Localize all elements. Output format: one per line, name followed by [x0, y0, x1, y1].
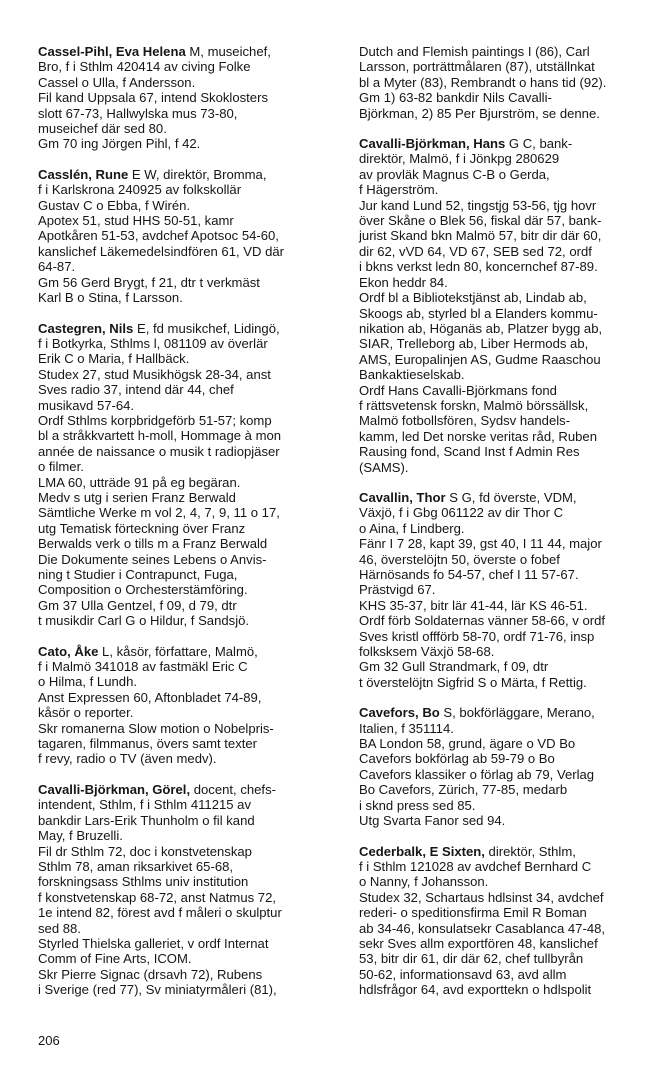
entry-line: Apotex 51, stud HHS 50-51, kamr	[38, 213, 234, 229]
entry-line: Sves kristl offförb 58-70, ordf 71-76, insp	[359, 628, 595, 644]
entry-line: Bankaktieselskab.	[359, 367, 465, 383]
entry-line: 64-87.	[38, 259, 76, 275]
entry-name: Cato, Åke	[38, 643, 99, 659]
entry-line: Jur kand Lund 52, tingstjg 53-56, tjg hovr	[359, 197, 597, 213]
entry-line: kanslichef Läkemedelsindfören 61, VD där	[38, 243, 285, 259]
entry-line: forskningsass Sthlms univ institution	[38, 874, 249, 890]
entry-name: Cavallin, Thor	[359, 489, 446, 505]
entry-line: Sves radio 37, intend där 44, chef	[38, 382, 234, 398]
entry-line: direktör, Malmö, f i Jönkpg 280629	[359, 151, 560, 167]
entry-line: Styrled Thielska galleriet, v ordf Internat	[38, 935, 269, 951]
entry-line: LMA 60, utträde 91 på eg begäran.	[38, 474, 241, 490]
entry-line: (SAMS).	[359, 459, 409, 475]
entry-line: bl a Myter (83), Rembrandt o hans tid (92).	[359, 74, 607, 90]
entry-line: Cavefors klassiker o förlag ab 79, Verlag	[359, 766, 595, 782]
entry	[359, 844, 649, 998]
entry-line: AMS, Europalinjen AS, Gudme Raaschou	[359, 351, 601, 367]
entry-line: 53, bitr dir 61, dir där 62, chef tullbyrån	[359, 951, 584, 967]
entry-first-line-rest: G C, bank-	[505, 136, 573, 152]
entry-line: Comm of Fine Arts, ICOM.	[38, 951, 192, 967]
entry	[38, 44, 336, 152]
entry-first-line-rest: L, kåsör, författare, Malmö,	[98, 643, 258, 659]
entry-line: Bo Cavefors, Zürich, 77-85, medarb	[359, 782, 568, 798]
entry-line: tagaren, filmmanus, övers samt texter	[38, 736, 258, 752]
entry-line: Italien, f 351114.	[359, 720, 454, 736]
entry-line: musikavd 57-64.	[38, 397, 135, 413]
entry-line: hdlsfrågor 64, avd exporttekn o hdlspolit	[359, 982, 592, 998]
entry-first-line	[38, 321, 336, 336]
entry-line: Sämtliche Werke m vol 2, 4, 7, 9, 11 o 17,	[38, 505, 280, 521]
entry-line: Fil dr Sthlm 72, doc i konstvetenskap	[38, 843, 252, 859]
entry-line: i bkns verkst ledn 80, koncernchef 87-89.	[359, 259, 598, 275]
entry-line: Fil kand Uppsala 67, intend Skoklosters	[38, 90, 268, 106]
entry-line: Ordf Hans Cavalli-Björkmans fond	[359, 382, 557, 398]
entry-line: Karl B o Stina, f Larsson.	[38, 290, 183, 306]
entry-line: Utg Svarta Fanor sed 94.	[359, 813, 506, 829]
entry-line: Gm 56 Gerd Brygt, f 21, dtr t verkmäst	[38, 274, 260, 290]
entry-line: f konstvetenskap 68-72, anst Natmus 72,	[38, 889, 277, 905]
entry	[359, 490, 649, 690]
entry-first-line-rest: E W, direktör, Bromma,	[128, 166, 267, 182]
entry-line: Studex 27, stud Musikhögsk 28-34, anst	[38, 366, 271, 382]
entry-first-line	[359, 844, 649, 859]
entry-line: Gm 70 ing Jörgen Pihl, f 42.	[38, 136, 201, 152]
entry-line: ning t Studier i Contrapunct, Fuga,	[38, 567, 238, 582]
entry	[38, 782, 336, 998]
entry-line: nikation ab, Höganäs ab, Platzer bygg ab,	[359, 320, 603, 336]
entry-line: Composition o Orchesterstämföring.	[38, 582, 248, 598]
entry-line: Växjö, f i Gbg 061122 av dir Thor C	[359, 505, 564, 521]
entry	[38, 167, 336, 306]
entry-line: f i Malmö 341018 av fastmäkl Eric C	[38, 659, 248, 675]
entry-line: o Aina, f Lindberg.	[359, 520, 465, 536]
entry-line: folksksem Växjö 58-68.	[359, 644, 495, 660]
entry-line: Gustav C o Ebba, f Wirén.	[38, 197, 191, 213]
entry-line: 46, överstelöjtn 50, överste o fobef	[359, 551, 560, 567]
page-number: 206	[38, 1033, 60, 1048]
entry-line: Sthlm 78, aman riksarkivet 65-68,	[38, 858, 234, 874]
entry-first-line	[38, 782, 336, 797]
entry-line: Larsson, porträttmålaren (87), utställnkat	[359, 59, 595, 75]
entry-line: museichef där sed 80.	[38, 121, 167, 137]
entry-first-line	[38, 167, 336, 182]
entry-line: av provläk Magnus C-B o Gerda,	[359, 166, 550, 182]
entry-name: Cavalli-Björkman, Görel,	[38, 781, 191, 797]
entry-name: Cavalli-Björkman, Hans	[359, 136, 506, 152]
entry-line: SIAR, Trelleborg ab, Liber Hermods ab,	[359, 336, 589, 352]
entry-line: Anst Expressen 60, Aftonbladet 74-89,	[38, 689, 262, 705]
entry-name: Castegren, Nils	[38, 320, 134, 336]
entry-line: f Hägerström.	[359, 182, 439, 198]
entry-line: o filmer.	[38, 459, 84, 475]
entry-name: Cassel-Pihl, Eva Helena	[38, 44, 186, 59]
entry-line: Ordf förb Soldaternas vänner 58-66, v ordf	[359, 613, 606, 629]
entry-line: Skoogs ab, styrled bl a Elanders kommu-	[359, 305, 598, 321]
entry-line: o Nanny, f Johansson.	[359, 874, 489, 890]
entry-line: Apotkåren 51-53, avdchef Apotsoc 54-60,	[38, 228, 279, 244]
entry-line: Ordf Sthlms korpbridgeförb 51-57; komp	[38, 412, 272, 428]
entry-line: Ordf bl a Bibliotekstjänst ab, Lindab ab,	[359, 290, 587, 306]
entry-line: Erik C o Maria, f Hallbäck.	[38, 351, 190, 367]
entry-line: Medv s utg i serien Franz Berwald	[38, 489, 236, 505]
entry-first-line-rest: M, museichef,	[185, 44, 271, 59]
entry-name: Cederbalk, E Sixten,	[359, 843, 485, 859]
entry-line: Skr romanerna Slow motion o Nobelpris-	[38, 720, 274, 736]
entry-line: f i Botkyrka, Sthlms l, 081109 av överlär	[38, 335, 268, 351]
entry-line: sed 88.	[38, 920, 81, 936]
entry-line: utg Tematisk förteckning över Franz	[38, 520, 246, 536]
entry-line: May, f Bruzelli.	[38, 828, 123, 844]
entry-line: jurist Skand bkn Malmö 57, bitr dir där 60,	[359, 228, 602, 244]
entry-line: Cavefors bokförlag ab 59-79 o Bo	[359, 751, 555, 767]
entry-line: 1e intend 82, förest avd f måleri o skulptur	[38, 905, 282, 921]
entry-line: Dutch and Flemish paintings I (86), Carl	[359, 44, 590, 59]
entry-line: ab 34-46, konsulatsekr Casablanca 47-48,	[359, 920, 606, 936]
entry-line: f i Karlskrona 240925 av folkskollär	[38, 182, 242, 198]
entry-line: Bro, f i Sthlm 420414 av civing Folke	[38, 59, 251, 75]
entry-line: Björkman, 2) 85 Per Bjurström, se denne.	[359, 105, 600, 121]
entry-line: Die Dokumente seines Lebens o Anvis-	[38, 551, 267, 567]
entry-first-line-rest: direktör, Sthlm,	[484, 843, 576, 859]
entry	[38, 321, 336, 629]
entry	[359, 705, 649, 828]
entry-line: Fänr I 7 28, kapt 39, gst 40, I 11 44, major	[359, 536, 602, 552]
entry-line: slott 67-73, Hallwylska mus 73-80,	[38, 105, 238, 121]
entry-line: année de naissance o musik t radiopjäser	[38, 443, 280, 459]
entry-line: BA London 58, grund, ägare o VD Bo	[359, 736, 576, 752]
entry-first-line-rest: S, bokförläggare, Merano,	[439, 705, 595, 721]
entry-line: f rättsvetensk forskn, Malmö börssällsk,	[359, 397, 589, 413]
entry-line: f revy, radio o TV (även medv).	[38, 751, 217, 767]
entry-first-line	[38, 44, 336, 59]
entry-line: bl a stråkkvartett h-moll, Hommage à mon	[38, 428, 282, 444]
entry-first-line	[359, 136, 649, 151]
entry-continuation	[359, 44, 649, 121]
entry-line: dir 62, vVD 64, VD 67, SEB sed 72, ordf	[359, 243, 592, 259]
entry-line: Gm 32 Gull Strandmark, f 09, dtr	[359, 659, 549, 675]
entry-line: Cassel o Ulla, f Andersson.	[38, 74, 196, 90]
entry-line: f i Sthlm 121028 av avdchef Bernhard C	[359, 858, 592, 874]
entry-line: Studex 32, Schartaus hdlsinst 34, avdchef	[359, 889, 604, 905]
left-column	[38, 44, 336, 1013]
entry-line: intendent, Sthlm, f i Sthlm 411215 av	[38, 797, 252, 813]
entry-line: Prästvigd 67.	[359, 582, 436, 598]
entry-line: sekr Sves allm exportfören 48, kanslichef	[359, 935, 598, 951]
entry-first-line-rest: S G, fd överste, VDM,	[445, 489, 577, 505]
entry-name: Casslén, Rune	[38, 166, 129, 182]
entry-line: i Sverige (red 77), Sv miniatyrmåleri (81),	[38, 982, 277, 998]
entry-first-line	[359, 705, 649, 720]
entry-line: rederi- o speditionsfirma Emil R Boman	[359, 905, 587, 921]
entry-line: Malmö fotbollsfören, Sydsv handels-	[359, 413, 571, 429]
entry-line: KHS 35-37, bitr lär 41-44, lär KS 46-51.	[359, 597, 588, 613]
entry-line: över Skåne o Blek 56, fiskal där 57, bank-	[359, 213, 602, 229]
entry-line: Berwalds verk o tills m a Franz Berwald	[38, 536, 268, 552]
entry-line: Gm 37 Ulla Gentzel, f 09, d 79, dtr	[38, 597, 237, 613]
entry-line: t musikdir Carl G o Hildur, f Sandsjö.	[38, 613, 250, 629]
entry-first-line-rest: E, fd musikchef, Lidingö,	[133, 320, 280, 336]
entry-first-line	[38, 644, 336, 659]
entry-line: i sknd press sed 85.	[359, 797, 476, 813]
entry-line: kåsör o reporter.	[38, 705, 134, 721]
entry	[38, 644, 336, 767]
entry-line: Härnösands fo 54-57, chef I 11 57-67.	[359, 567, 579, 582]
entry-line: Skr Pierre Signac (drsavh 72), Rubens	[38, 966, 263, 982]
entry-line: o Hilma, f Lundh.	[38, 674, 137, 690]
entry-line: t överstelöjtn Sigfrid S o Märta, f Rettig.	[359, 674, 587, 690]
entry-line: Rausing fond, Scand Inst f Admin Res	[359, 444, 580, 460]
entry-line: Ekon heddr 84.	[359, 274, 448, 290]
entry-line: bankdir Lars-Erik Thunholm o fil kand	[38, 812, 255, 828]
right-column	[359, 44, 649, 1013]
entry-first-line	[359, 490, 649, 505]
entry-name: Cavefors, Bo	[359, 705, 440, 721]
entry-first-line-rest: docent, chefs-	[190, 781, 276, 797]
entry-line: 50-62, informationsavd 63, avd allm	[359, 966, 567, 982]
entry-line: Gm 1) 63-82 bankdir Nils Cavalli-	[359, 90, 552, 106]
entry	[359, 136, 649, 475]
entry-line: kamm, led Det norske veritas råd, Ruben	[359, 428, 597, 444]
